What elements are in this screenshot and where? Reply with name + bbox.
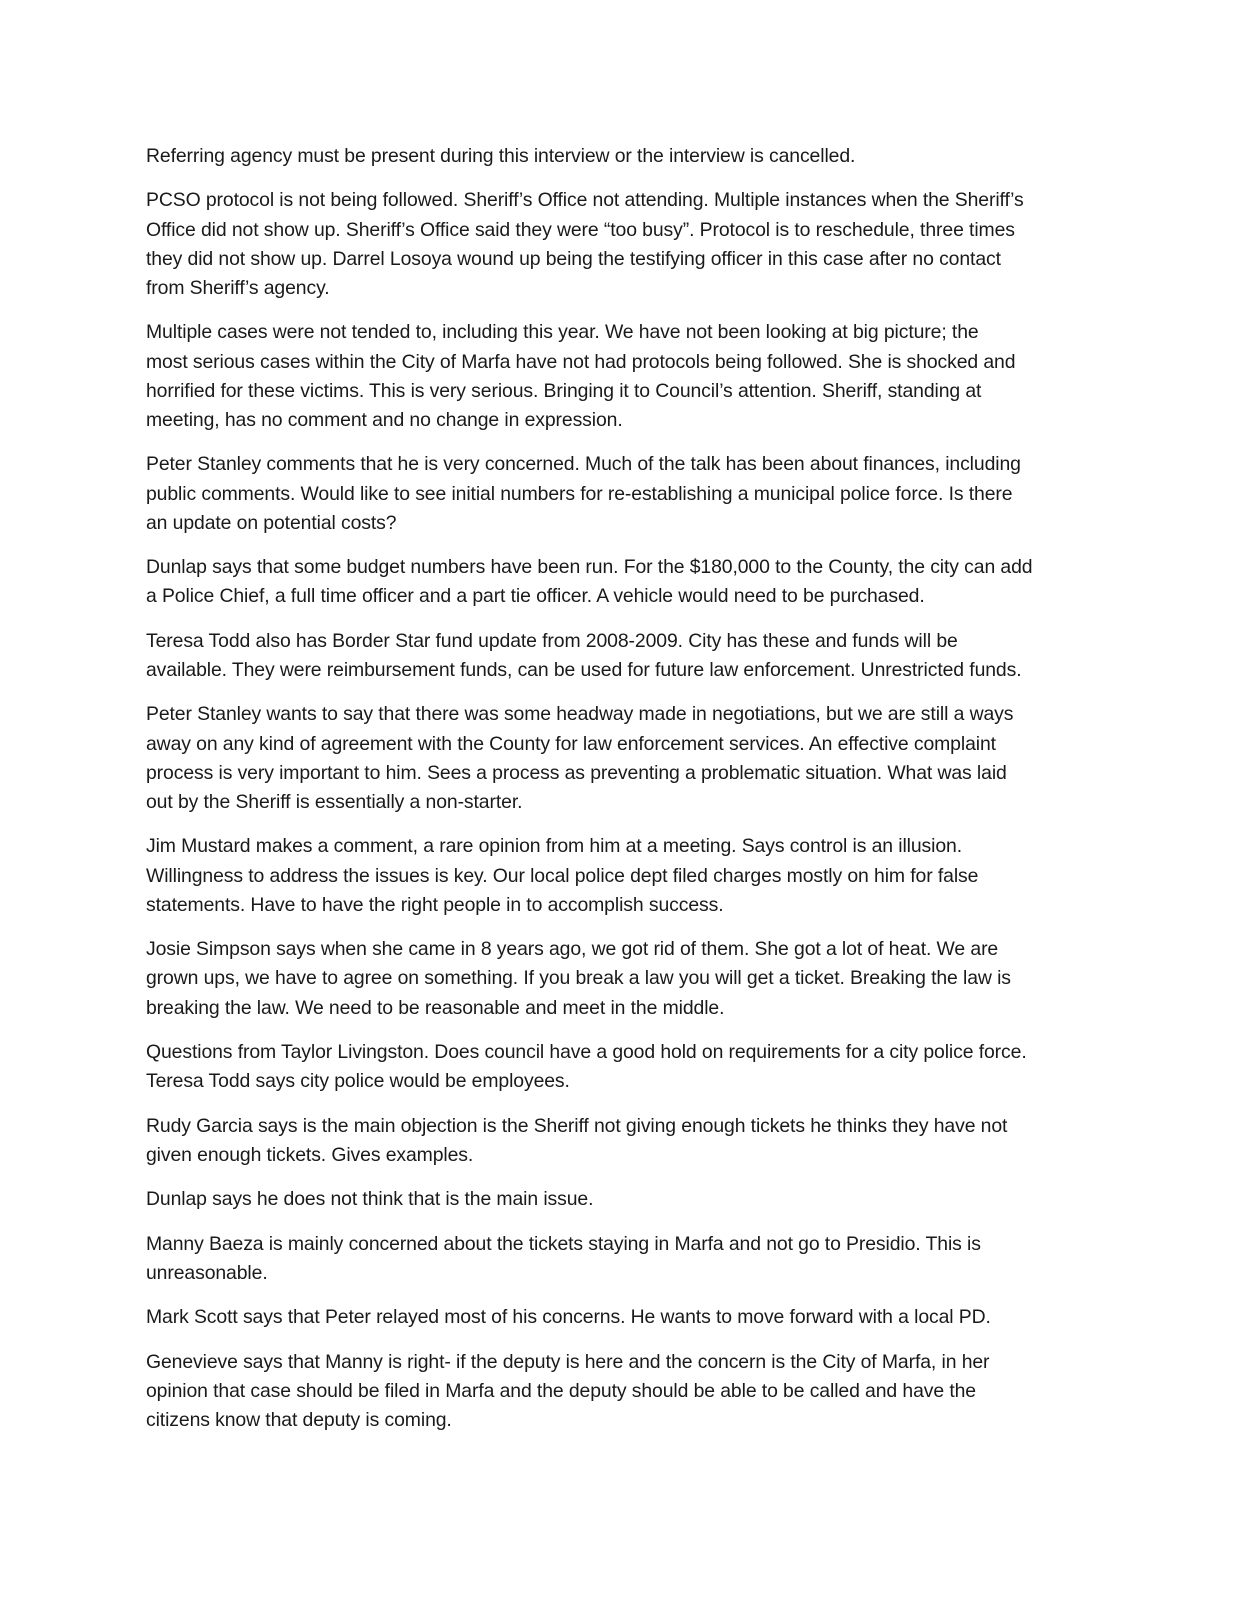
text-line: Dunlap says that some budget numbers have been run. For the $180,000 to the County, the city can add [146,556,1033,579]
text-line: Manny Baeza is mainly concerned about the tickets staying in Marfa and not go to Presidio. This is [146,1232,981,1255]
paragraph-13 [146,1230,1086,1288]
text-line: PCSO protocol is not being followed. Sheriff’s Office not attending. Multiple instances when the Sheriff’s [146,189,1024,212]
paragraph-10 [146,1038,1086,1096]
text-line: Office did not show up. Sheriff’s Office said they were “too busy”. Protocol is to reschedule, three times [146,218,1015,241]
text-line: Peter Stanley wants to say that there was some headway made in negotiations, but we are still a ways [146,703,1014,726]
text-line: Teresa Todd says city police would be employees. [146,1070,570,1093]
text-line: Rudy Garcia says is the main objection is the Sheriff not giving enough tickets he thinks they have not [146,1114,1008,1137]
text-line: an update on potential costs? [146,511,397,534]
text-line: out by the Sheriff is essentially a non-starter. [146,790,523,813]
paragraph-6 [146,627,1086,685]
text-line: away on any kind of agreement with the County for law enforcement services. An effective complaint [146,732,996,755]
paragraph-14 [146,1303,1086,1332]
text-line: Multiple cases were not tended to, including this year. We have not been looking at big picture; the [146,321,979,344]
text-line: opinion that case should be filed in Marfa and the deputy should be able to be called and have the [146,1379,976,1402]
text-line: grown ups, we have to agree on something. If you break a law you will get a ticket. Breaking the law is [146,967,1011,990]
paragraph-4 [146,450,1086,538]
paragraph-5 [146,553,1086,611]
text-line: Mark Scott says that Peter relayed most of his concerns. He wants to move forward with a local PD. [146,1306,991,1329]
text-line: most serious cases within the City of Marfa have not had protocols being followed. She is shocked and [146,350,1016,373]
text-line: Peter Stanley comments that he is very concerned. Much of the talk has been about finances, including [146,453,1021,476]
paragraph-9 [146,935,1086,1023]
text-line: given enough tickets. Gives examples. [146,1143,474,1166]
paragraph-3 [146,318,1086,435]
text-line: meeting, has no comment and no change in expression. [146,409,623,431]
text-line: Josie Simpson says when she came in 8 years ago, we got rid of them. She got a lot of heat. We are [146,938,999,961]
document-body [146,142,1086,1450]
text-line: Genevieve says that Manny is right- if the deputy is here and the concern is the City of Marfa, in her [146,1350,990,1373]
text-line: from Sheriff’s agency. [146,277,330,299]
paragraph-8 [146,832,1086,920]
text-line: statements. Have to have the right people in to accomplish success. [146,893,724,916]
text-line: available. They were reimbursement funds, can be used for future law enforcement. Unrestricted funds. [146,658,1022,681]
text-line: Dunlap says he does not think that is the main issue. [146,1188,594,1211]
paragraph-1 [146,142,1086,171]
paragraph-11 [146,1112,1086,1170]
paragraph-15 [146,1348,1086,1436]
text-line: public comments. Would like to see initial numbers for re-establishing a municipal police force. Is there [146,482,1013,505]
paragraph-12 [146,1185,1086,1214]
text-line: citizens know that deputy is coming. [146,1408,452,1431]
text-line: Willingness to address the issues is key. Our local police dept filed charges mostly on him for false [146,864,979,887]
text-line: breaking the law. We need to be reasonable and meet in the middle. [146,996,725,1019]
text-line: unreasonable. [146,1261,268,1284]
paragraph-2 [146,186,1086,303]
text-line: Questions from Taylor Livingston. Does council have a good hold on requirements for a city police force. [146,1040,1027,1063]
text-line: Referring agency must be present during this interview or the interview is cancelled. [146,145,856,167]
text-line: a Police Chief, a full time officer and a part tie officer. A vehicle would need to be purchased. [146,585,925,608]
text-line: Teresa Todd also has Border Star fund update from 2008-2009. City has these and funds will be [146,629,958,652]
text-line: horrified for these victims. This is very serious. Bringing it to Council’s attention. Sheriff, standing at [146,379,982,402]
text-line: Jim Mustard makes a comment, a rare opinion from him at a meeting. Says control is an illusion. [146,835,963,858]
text-line: they did not show up. Darrel Losoya wound up being the testifying officer in this case after no contact [146,247,1001,270]
text-line: process is very important to him. Sees a process as preventing a problematic situation. What was laid [146,761,1007,784]
paragraph-7 [146,700,1086,817]
